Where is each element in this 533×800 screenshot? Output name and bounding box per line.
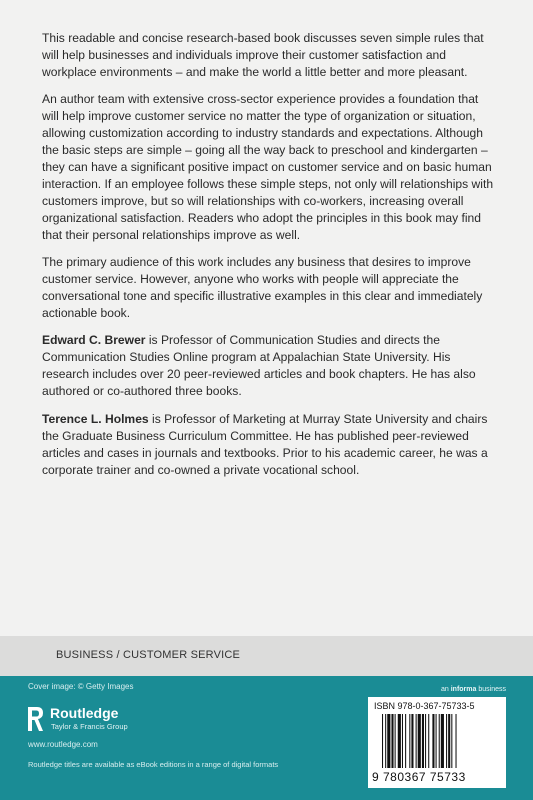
- barcode-bar: [456, 714, 457, 768]
- barcode-bar: [398, 714, 401, 768]
- barcode-bar: [395, 714, 396, 768]
- category-band: [0, 636, 533, 676]
- barcode-bar: [451, 714, 452, 768]
- back-cover-text: [42, 30, 497, 490]
- barcode-icon: [374, 714, 500, 770]
- barcode-bar: [436, 714, 437, 768]
- barcode-bar: [416, 714, 417, 768]
- isbn-barcode: [368, 697, 506, 788]
- barcode-bar: [432, 714, 434, 768]
- barcode-bar: [391, 714, 393, 768]
- barcode-bar: [422, 714, 424, 768]
- informa-tagline: an informa business: [441, 686, 506, 693]
- author-name-holmes: Terence L. Holmes: [42, 412, 149, 426]
- author-bio-holmes: [42, 411, 497, 479]
- barcode-bar: [405, 714, 406, 768]
- blurb-paragraph-1: This readable and concise research-based book discusses seven simple rules that will help businesses and individuals improve their customer satisfaction and workplace environments – and make the world a little better and more pleasant.: [42, 31, 484, 79]
- author-name-brewer: Edward C. Brewer: [42, 333, 146, 347]
- publisher-name: Routledge: [50, 705, 119, 721]
- isbn-label: ISBN 978-0-367-75733-5: [374, 701, 475, 711]
- blurb-paragraph-2: An author team with extensive cross-sector experience provides a foundation that will help improve customer service no matter the type of organization or situation, allowing customization according to industry standards and expectations. Although the basic steps are simple – going all the way back to preschool and kindergarten – they can have a significant positive impact on customer service and on basic human interaction. If an employee follows these simple steps, not only will relationships with customers improve, but so will relationships with co-workers, increasing overall organizational satisfaction. Readers who adopt the principles in this book may find that their personal relationships improve as well.: [42, 92, 494, 242]
- cover-image-credit: Cover image: © Getty Images: [28, 682, 134, 691]
- author-bio-text-brewer: is Professor of Communication Studies and directs the Communication Studies Online program at Appalachian State University. His research includes over 20 peer-reviewed articles and book chapters. He has also authored or co-authored three books.: [42, 333, 476, 398]
- barcode-bar: [387, 714, 390, 768]
- barcode-bar: [428, 714, 429, 768]
- barcode-bar: [409, 714, 410, 768]
- barcode-bar: [441, 714, 444, 768]
- barcode-bar: [439, 714, 440, 768]
- author-bio-text-holmes: is Professor of Marketing at Murray State University and chairs the Graduate Business Curriculum Committee. He has published peer-reviewed articles and cases in journals and textbooks. Prior to his academic career, he was a corporate trainer and co-owned a private vocational school.: [42, 412, 488, 477]
- barcode-bar: [382, 714, 383, 768]
- barcode-bar: [411, 714, 413, 768]
- publisher-footer: [0, 676, 533, 800]
- ebook-availability-note: Routledge titles are available as eBook editions in a range of digital formats: [28, 760, 279, 769]
- barcode-bar: [425, 714, 426, 768]
- publisher-group: Taylor & Francis Group: [51, 722, 128, 731]
- barcode-bar: [448, 714, 450, 768]
- blurb-paragraph-3: The primary audience of this work includes any business that desires to improve customer service. However, anyone who works with people will appreciate the conversational tone and specific illustrative examples in this clear and immediately actionable book.: [42, 255, 483, 320]
- publisher-website: www.routledge.com: [28, 740, 98, 749]
- barcode-bar: [402, 714, 403, 768]
- subject-category: BUSINESS / CUSTOMER SERVICE: [56, 649, 241, 661]
- barcode-bar: [385, 714, 386, 768]
- barcode-bar: [418, 714, 421, 768]
- barcode-number: 9 780367 75733: [372, 770, 466, 784]
- barcode-bar: [446, 714, 447, 768]
- author-bio-brewer: [42, 332, 497, 400]
- routledge-logo-icon: [27, 706, 44, 732]
